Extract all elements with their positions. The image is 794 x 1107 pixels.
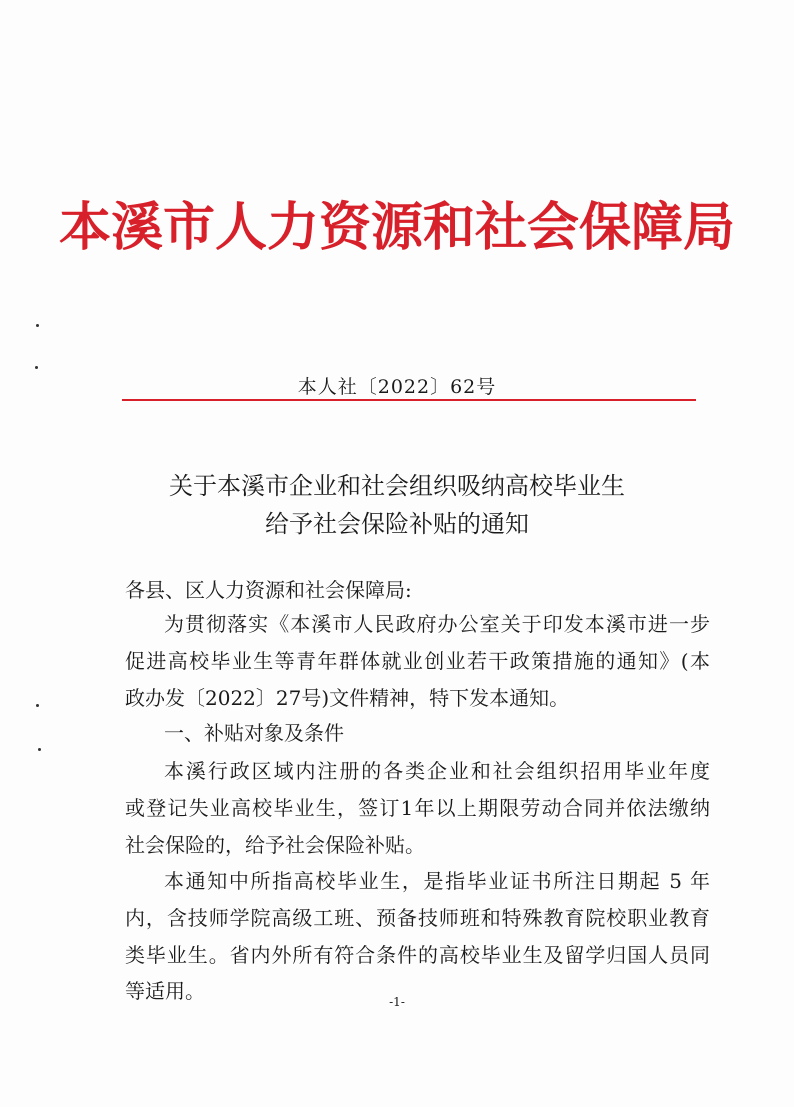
paragraph-3-line-4: 等适用。 (125, 979, 205, 1003)
paragraph-2-line-1: 本溪行政区域内注册的各类企业和社会组织招用毕业年度 (164, 759, 710, 783)
document-number: 本人社〔2022〕62号 (297, 376, 497, 398)
paragraph-1-line-2: 促进高校毕业生等青年群体就业创业若干政策措施的通知》(本 (125, 649, 710, 673)
document-title-line-2: 给予社会保险补贴的通知 (265, 510, 529, 538)
paragraph-1-line-1: 为贯彻落实《本溪市人民政府办公室关于印发本溪市进一步 (164, 612, 710, 636)
scan-speck (35, 366, 38, 369)
document-title-line-1: 关于本溪市企业和社会组织吸纳高校毕业生 (169, 472, 625, 500)
scan-speck (36, 704, 39, 707)
agency-letterhead-title: 本溪市人力资源和社会保障局 (58, 197, 735, 258)
salutation: 各县、区人力资源和社会保障局: (125, 578, 412, 602)
paragraph-1-line-3: 政办发〔2022〕27号)文件精神，特下发本通知。 (125, 686, 570, 710)
paragraph-3-line-3: 类毕业生。省内外所有符合条件的高校毕业生及留学归国人员同 (125, 943, 710, 967)
scan-speck (38, 748, 41, 751)
paragraph-2-line-3: 社会保险的，给予社会保险补贴。 (125, 833, 425, 857)
section-heading-1: 一、补贴对象及条件 (164, 721, 344, 745)
paragraph-3-line-2: 内，含技师学院高级工班、预备技师班和特殊教育院校职业教育 (125, 906, 710, 930)
scan-speck (36, 324, 39, 327)
paragraph-2-line-2: 或登记失业高校毕业生，签订1年以上期限劳动合同并依法缴纳 (125, 796, 710, 820)
paragraph-3-line-1: 本通知中所指高校毕业生，是指毕业证书所注日期起 5 年 (164, 869, 710, 893)
red-divider-line (122, 399, 696, 401)
page-number: -1- (389, 995, 405, 1009)
